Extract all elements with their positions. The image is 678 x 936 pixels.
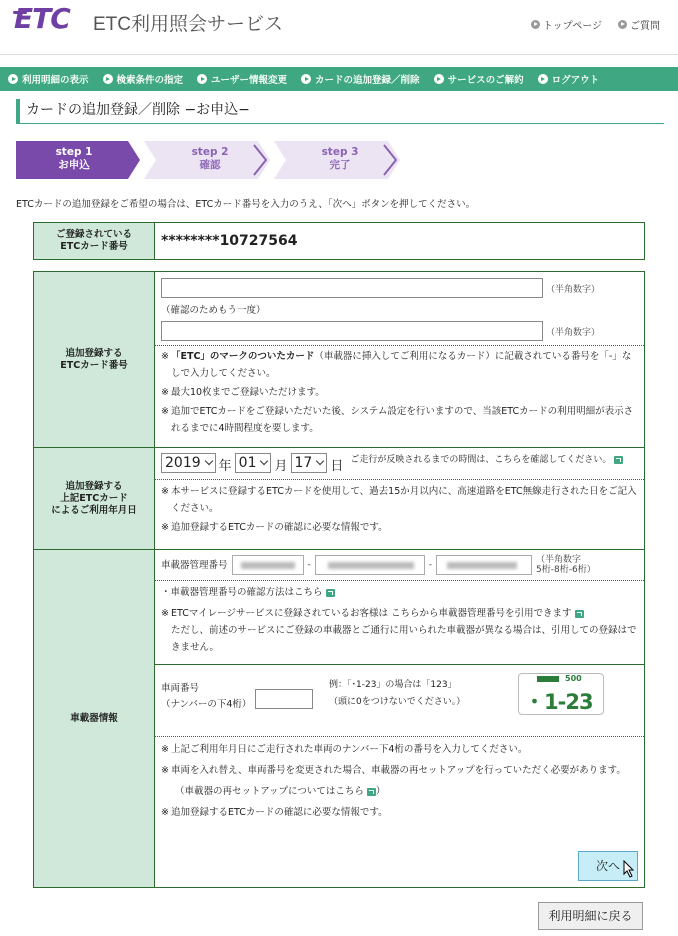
vehicle-number-input[interactable] [255, 689, 313, 709]
arrow-icon [531, 20, 540, 29]
mgmt-number-part3-input[interactable] [436, 555, 532, 575]
arrow-icon [434, 74, 444, 84]
day-select[interactable]: 17 [291, 453, 328, 473]
top-links [531, 17, 660, 32]
external-link-icon [367, 788, 376, 796]
device-info-label: 車載器情報 [34, 550, 155, 888]
year-select[interactable]: 2019 [161, 453, 216, 473]
nav-logout[interactable]: ログアウト [538, 72, 600, 86]
vehicle-number-label: 車両番号 （ナンバーの下4桁） [161, 683, 252, 710]
mgmt-number-part2-input[interactable] [315, 555, 425, 575]
confirm-label: （確認のためもう一度） [161, 305, 266, 316]
arrow-icon [8, 74, 18, 84]
nav-card-add-remove[interactable]: カードの追加登録／削除 [301, 72, 420, 86]
nav-search-conditions[interactable]: 検索条件の指定 [103, 72, 184, 86]
mouse-cursor-icon [623, 860, 635, 878]
step-indicator: step 1 お申込 step 2 確認 step 3 完了 [16, 141, 416, 179]
vehicle-example: 例：「･1-23」の場合は「123」 （頭に0をつけないでください。） [329, 680, 466, 707]
back-to-details-button[interactable]: 利用明細に戻る [538, 902, 643, 930]
header [0, 0, 678, 55]
arrow-icon [538, 74, 548, 84]
link-faq[interactable]: ご質問 [618, 17, 660, 32]
resetup-link[interactable]: （車載器の再セットアップについてはこちら ） [175, 786, 386, 797]
external-link-icon [326, 589, 335, 597]
chevron-down-icon [316, 457, 324, 465]
month-select[interactable]: 01 [235, 453, 272, 473]
card-number-confirm-input[interactable] [161, 321, 543, 341]
link-top-page[interactable]: トップページ [531, 17, 602, 32]
nav-usage-details[interactable]: 利用明細の表示 [8, 72, 89, 86]
registered-card-table [33, 222, 645, 260]
start-date-label: 追加登録する 上記ETCカード によるご利用年月日 [34, 448, 155, 550]
external-link-icon[interactable] [575, 610, 584, 618]
external-link-icon [614, 456, 623, 464]
card-form-table: 追加登録する ETCカード番号 （半角数字） （確認のためもう一度） （半角数字） ※ 「ETC」のマークのついたカード（車載器に挿入してご利用になるカード）に記載されている番号を「-」なしで入力してください。 ※ 最大10枚までご登録いただけます。 ※ 追加でETCカードをご登録いただいた後、システム設定を行いますので、当該ETCカードの利用明細が表示されるまでに4時間程度を要します。 追加登録する 上記ETCカード によるご利用年月日 2019 年 01 月 17 日 ご走行が反映されるまでの時間は、こちらを確認してください。 ※ 本サービスに登録するETCカードを使用して、過去15か月以内に、高速道路をETC無線走行された日をご記入ください。 ※ 追加登録するETCカードの確認に必要な情報です。 車載器情報 車載器管理番号 - - （半角数字 5桁-8桁-6桁） ・車載器管理番号の確認方法はこちら ※ ETCマイレージサービスに登録されているお客様は こちらから車載器管理番号を引用できます ただし、前述のサービスにご登録の車載器とご通行に用いられた車載器が異なる場合は、引用しての登録はできません。 車両番号 （ナンバーの下4桁） 例：「･1-23」の場合は「123」 （頭に0をつけないでください。） 500 ・1-23 ※ 上記ご利用年月日にご走行された車両のナンバー下4桁の番号を入力してください。 ※ 車両を入れ替え、車両番号を変更された場合、車載器の再セットアップを行っていただく必要があります。 （車載器の再セットアップについてはこちら ） ※ 追加登録するETCカードの確認に必要な情報です。 [33, 271, 645, 888]
chevron-down-icon [204, 457, 212, 465]
arrow-icon [197, 74, 207, 84]
arrow-icon [618, 20, 627, 29]
nav-user-info[interactable]: ユーザー情報変更 [197, 72, 287, 86]
card-number-input[interactable] [161, 278, 543, 298]
registered-card-number: ********10727564 [155, 223, 645, 260]
site-title: ETC利用照会サービス [93, 14, 284, 35]
etc-logo[interactable]: ETC [14, 2, 70, 35]
mgmt-howto-link[interactable]: ・車載器管理番号の確認方法はこちら [161, 584, 638, 601]
arrow-icon [301, 74, 311, 84]
license-plate-image: 500 ・1-23 [518, 673, 604, 715]
main-nav [0, 67, 678, 91]
registered-card-label: ご登録されている ETCカード番号 [34, 223, 155, 260]
reflect-time-link[interactable]: ご走行が反映されるまでの時間は、こちらを確認してください。 [350, 453, 623, 467]
arrow-icon [103, 74, 113, 84]
add-card-label: 追加登録する ETCカード番号 [34, 272, 155, 448]
page-title: カードの追加登録／削除 −お申込− [16, 99, 664, 124]
nav-cancel-service[interactable]: サービスのご解約 [434, 72, 524, 86]
next-button[interactable]: 次へ [578, 851, 638, 881]
mgmt-number-part1-input[interactable] [232, 555, 304, 575]
chevron-down-icon [260, 457, 268, 465]
intro-text: ETCカードの追加登録をご希望の場合は、ETCカード番号を入力のうえ、「次へ」ボタンを押してください。 [16, 199, 476, 210]
